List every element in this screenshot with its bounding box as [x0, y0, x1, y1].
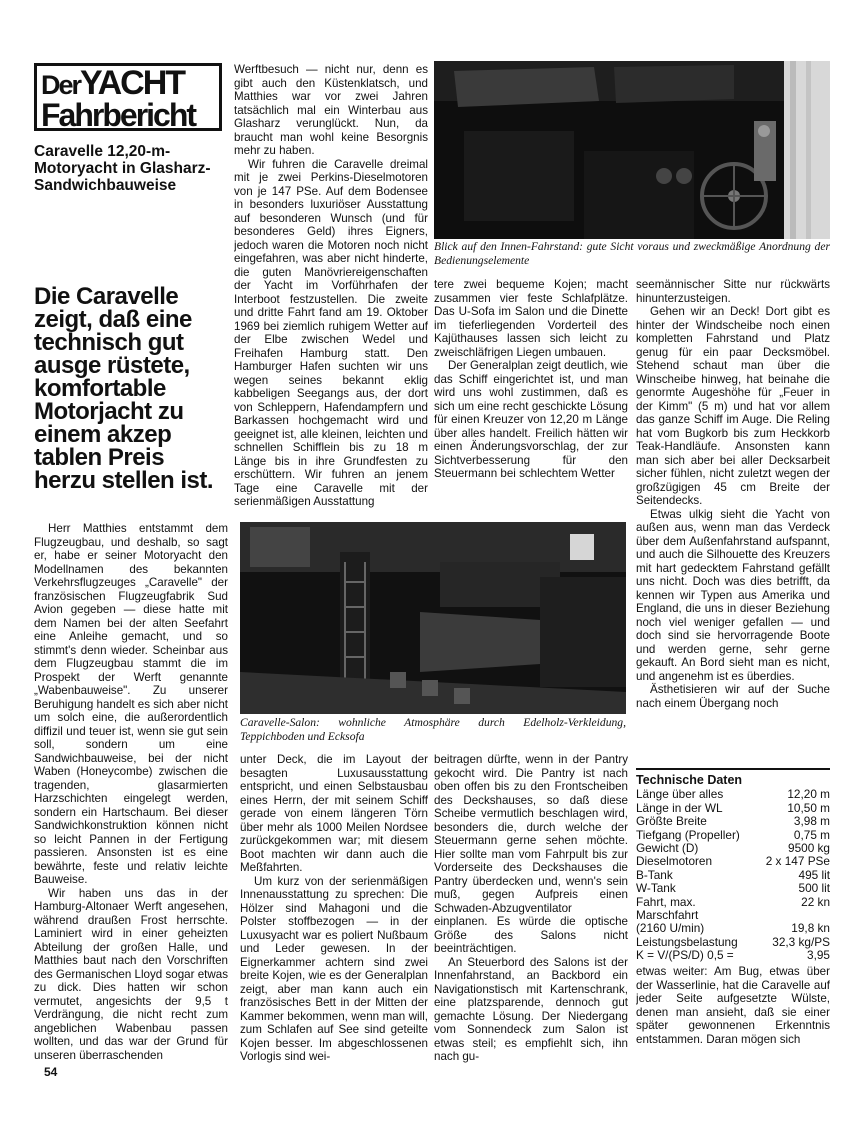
technical-data-title: Technische Daten: [636, 773, 743, 787]
paragraph: Ästhetisieren wir auf der Suche nach einem Übergang noch: [636, 683, 830, 710]
paragraph: unter Deck, die im Layout der besagten Luxusausstattung entspricht, und einen Selbstausbau eines Herrn, der mit seinem Schiff gerade von einem längeren Törn über mehr als 1000 Meilen Nordsee zurückgekommen war; mit diesem Boot machten wir dann auch die Meßfahrten.: [240, 753, 428, 874]
spec-value: 10,50 m: [787, 800, 830, 815]
caption-salon: Caravelle-Salon: wohnliche Atmosphäre durch Edelholz-Verkleidung, Teppichboden und Ecksofa: [240, 716, 626, 743]
spec-label: Dieselmotoren: [636, 854, 713, 869]
spec-value: 12,20 m: [787, 787, 830, 802]
spec-row: [636, 869, 830, 882]
paragraph: seemännischer Sitte nur rückwärts hinunterzusteigen.: [636, 278, 830, 305]
spec-value: 3,98 m: [793, 814, 830, 829]
technical-data-box: [636, 768, 830, 963]
column-1-text: [34, 522, 228, 1062]
spec-label: Tiefgang (Propeller): [636, 827, 740, 842]
caption-fahrstand: Blick auf den Innen-Fahrstand: gute Sicht voraus und zweckmäßige Anordnung der Bedienungselemente: [434, 240, 830, 267]
paragraph: An Steuerbord des Salons ist der Innenfahrstand, an Backbord ein Navigationstisch mit Kartenschrank, eine platzsparende, dennoch gut gemachte Lösung. Der Niedergang vom Sonnendeck zum Salon ist etwas steil; es empfiehlt sich, ihn nach gu-: [434, 955, 628, 1063]
article-subtitle: Caravelle 12,20-m-Motoryacht in Glasharz-Sandwichbauweise: [34, 143, 211, 194]
spec-row: [636, 922, 830, 935]
spec-row: [636, 909, 830, 922]
spec-row: [636, 829, 830, 842]
spec-row: [636, 855, 830, 868]
spec-value: 19,8 kn: [791, 921, 830, 936]
column-4-bottom-text: [636, 965, 830, 1065]
masthead: [34, 63, 222, 131]
paragraph: Herr Matthies entstammt dem Flugzeugbau, und deshalb, so sagt er, habe er seiner Motoryacht den Modellnamen des bekannten Verkehrsflugzeuges „Caravelle" der französischen Flugzeugfabrik Sud Avion gegeben — diese hatte mit dem Namen bei der alten Seefahrt eine Anleihe gemacht, und so stimmt's denn wieder. Scheinbar aus dem Flugzeugbau stammt die im Prospekt der Werft genannte „Wabenbauweise". Zu unserer Beruhigung handelt es sich aber nicht um solch eine, die außerordentlich diffizil und teuer ist, wenn sie gut sein soll, sondern um eine Sandwichbauweise, bei der nicht Waben (Honeycombe) zwischen die tragenden, glasarmierten Harzschichten eingelegt werden, sondern ein Hartschaum. Bei dieser Sandwichkonstruktion können nicht so leicht Pannen in der Fertigung passieren. Ansonsten ist es eine bewährte, feste und relativ leichte Bauweise.: [34, 522, 228, 886]
spec-row: [636, 802, 830, 815]
article-headline: Die Caravelle zeigt, daß eine technisch gut ausge rüstete, komfortable Motorjacht zu einem akzep tablen Preis herzu stellen ist.: [34, 283, 214, 494]
spec-label: Länge in der WL: [636, 800, 723, 815]
technical-data-rows: [636, 788, 830, 962]
spec-label: Leistungsbelastung: [636, 934, 738, 949]
spec-value: 2 x 147 PSe: [765, 854, 830, 869]
spec-label: Marschfahrt: [636, 908, 699, 923]
spec-label: Länge über alles: [636, 787, 724, 802]
column-3-top-text: [434, 278, 628, 518]
masthead-yacht: YACHT: [80, 64, 185, 102]
spec-row: [636, 882, 830, 895]
spec-value: 0,75 m: [793, 827, 830, 842]
spec-value: 32,3 kg/PS: [772, 934, 830, 949]
spec-label: K = V/(PS/D) 0,5 =: [636, 948, 734, 963]
spec-label: B-Tank: [636, 867, 673, 882]
spec-label: Fahrt, max.: [636, 894, 696, 909]
paragraph: Der Generalplan zeigt deutlich, wie das Schiff eingerichtet ist, und man wird uns wohl zustimmen, daß es sich um eine recht geschickte Lösung für einen Kreuzer von 12,20 m Länge über alles handelt. Freilich hätten wir einen Änderungsvorschlag, der zur Sichtverbesserung für den Steuermann bei schlechtem Wetter: [434, 359, 628, 480]
spec-label: Größte Breite: [636, 814, 707, 829]
paragraph: Etwas ulkig sieht die Yacht von außen aus, wenn man das Verdeck über dem Außenfahrstand aufspannt, und auch die Silhouette des Kreuzers mit hart gedecktem Fahrstand gefällt uns nicht. Doch was dies betrifft, da kennen wir Typen aus Amerika und England, die uns in dieser Beziehung noch viel weniger gefallen — und doch sind sie hervorragende Boote und werden gerne, sehr gerne gekauft. An Bord sieht man es nicht, und angenehm ist es überdies.: [636, 507, 830, 683]
spec-row: [636, 815, 830, 828]
photo-innen-fahrstand: [434, 61, 830, 239]
spec-label: Gewicht (D): [636, 841, 699, 856]
masthead-fahrbericht: Fahrbericht: [41, 97, 196, 133]
spec-row: [636, 896, 830, 909]
spec-label: (2160 U/min): [636, 921, 705, 936]
spec-row: [636, 788, 830, 801]
page-number: 54: [44, 1065, 58, 1079]
column-2-bottom-text: [240, 753, 428, 1063]
column-4-top-text: [636, 278, 830, 762]
spec-row: [636, 936, 830, 949]
masthead-der: Der: [41, 70, 81, 100]
spec-value: 3,95: [807, 948, 830, 963]
paragraph: Werftbesuch — nicht nur, denn es gibt auch den Küstenklatsch, und Matthies war vor zwei Jahren tatsächlich mal ein Winterbau aus Glasharz verunglückt. Nun, da braucht man wohl keine Besorgnis mehr zu haben.: [234, 63, 428, 157]
paragraph: Wir haben uns das in der Hamburg-Altonaer Werft angesehen, während draußen Frost herrschte. Laminiert wird in einer geheizten Abteilung der großen Halle, und Matthies baut nach den Vorschriften des Germanischen Lloyd sogar etwas zu dick. Dies hatten wir schon vermutet, angesichts der 9,5 t Verdrängung, die nicht recht zum angeblichen Wabenbau passen wollten, und das war der Grund für unseren überraschenden: [34, 886, 228, 1062]
paragraph: tere zwei bequeme Kojen; macht zusammen vier feste Schlafplätze. Das U-Sofa im Salon und die Dinette im tieferliegenden Vorderteil des Kajüthauses lassen sich leicht zu zweischläfrigen Liegen umbauen.: [434, 278, 628, 359]
paragraph: Um kurz von der serienmäßigen Innenausstattung zu sprechen: Die Hölzer sind Mahagoni und die Polster stoffbezogen — in der Luxusyacht war es poliert Nußbaum und Leder gewesen. In der Eignerkammer achtern sind zwei breite Kojen, wie es der Generalplan zeigt, aber man kann auch ein französisches Bett in der Mitten der Kammer bekommen, wenn man will, zum Schlafen auf See sind geteilte Kojen besser. Im abgeschlossenen Vorlogis sind wei-: [240, 874, 428, 1063]
paragraph: beitragen dürfte, wenn in der Pantry gekocht wird. Die Pantry ist nach oben offen bis zu den Frontscheiben des Deckshauses, so daß diese Scheibe vermutlich beschlagen wird, besonders die, durch welche der Steuermann gerne sehen möchte. Hier sollte man vom Fahrpult bis zur Vorderseite des Deckshauses die Pantry überdecken und, wenn's sein muß, gegen Aufpreis einen Schwaden-Abzugventilator einplanen. Es würde die optische Größe des Salons nicht beeinträchtigen.: [434, 753, 628, 955]
column-3-bottom-text: [434, 753, 628, 1063]
paragraph: Wir fuhren die Caravelle dreimal mit je zwei Perkins-Dieselmotoren von je 147 PSe. Auf dem Bodensee in besonders luxuriöser Ausstattung auf besonderen Wunsch (und für besonderes Geld) ihres Eigners, jedoch waren die Motoren noch nicht eingefahren, was aber nicht hinderte, die guten Manövriereigenschaften der Yacht im Vorführhafen der Interboot festzustellen. Die zweite und dritte Fahrt fand am 19. Oktober 1969 bei ziemlich ruhigem Wetter auf der Elbe zwischen Wedel und Freihafen Hamburg statt. Den Hamburger Hafen suchten wir uns wegen seines bekannt eklig kabbeligen Seegangs aus, der dort von Schleppern, Hafendampfern und Barkassen hochgemacht wird und geeignet ist, alle kleinen, leichten und schnellen Schifflein bis zu 18 m Länge bis in ihre Grundfesten zu erschüttern. Wir fuhren an jenem Tage eine Caravelle mit der serienmäßigen Ausstattung: [234, 157, 428, 508]
spec-value: 495 lit: [798, 867, 830, 882]
paragraph: Gehen wir an Deck! Dort gibt es hinter der Windscheibe noch einen kompletten Fahrstand und Platz genug für ein paar Decksmöbel. Stehend schaut man über die Winscheibe hinweg, hat beinahe die genormte Augeshöhe für „Feuer in der Kimm" (5 m) und hat vor allem das ganze Schiff im Auge. Die Reling hat vom Bugkorb bis zum Heckkorb Teak-Handläufe. Ansonsten kann man sich aber bei aller Decksarbeit sicher fühlen, nicht zuletzt wegen der großzügigen 45 cm Breite der Seitendecks.: [636, 305, 830, 507]
spec-row: [636, 949, 830, 962]
column-2-top-text: [234, 63, 428, 518]
photo-caravelle-salon: [240, 522, 626, 714]
spec-value: 9500 kg: [788, 841, 830, 856]
spec-value: 22 kn: [801, 894, 830, 909]
photo-fahrstand-illustration: [434, 61, 830, 239]
photo-salon-illustration: [240, 522, 626, 714]
spec-row: [636, 842, 830, 855]
paragraph: etwas weiter: Am Bug, etwas über der Wasserlinie, hat die Caravelle auf jeder Seite aufgesetzte Wülste, denen man ansieht, daß sie einer später gewonnenen Erkenntnis entstammen. Daran mögen sich: [636, 965, 830, 1046]
spec-value: 500 lit: [798, 881, 830, 896]
spec-label: W-Tank: [636, 881, 676, 896]
